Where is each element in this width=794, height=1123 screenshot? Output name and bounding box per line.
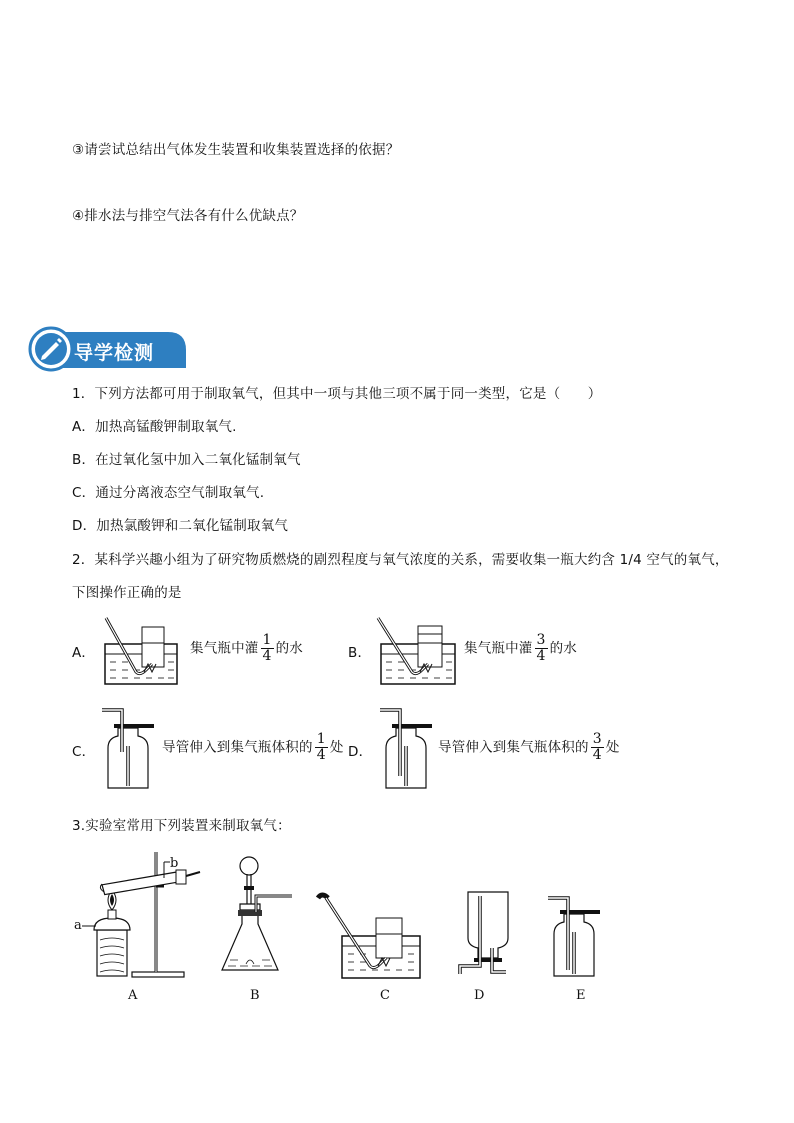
q2-stem-line1: 2．某科学兴趣小组为了研究物质燃烧的剧烈程度与氧气浓度的关系，需要收集一瓶大约含 1/4 空气的氧气， (72, 552, 729, 568)
apparatus-b-label: B (250, 988, 260, 1003)
q2-option-b-caption (464, 633, 577, 664)
option-a-denominator: 4 (262, 648, 272, 664)
question-4-text: ④排水法与排空气法各有什么优缺点？ (72, 208, 304, 224)
q2-option-c-letter: C． (72, 744, 96, 760)
q2-option-d-letter: D． (348, 744, 373, 760)
option-b-water-trough-diagram (374, 614, 460, 688)
apparatus-a-heating-diagram (72, 848, 202, 980)
option-b-denominator: 4 (536, 648, 546, 664)
apparatus-d-label: D (474, 988, 485, 1003)
option-c-denominator: 4 (316, 747, 326, 763)
option-c-fraction (315, 732, 328, 763)
option-b-prefix: 集气瓶中灌 (464, 640, 533, 657)
q1-option-a: A．加热高锰酸钾制取氧气. (72, 419, 237, 435)
q1-option-b: B．在过氧化氢中加入二氧化锰制氧气 (72, 452, 301, 468)
q2-option-c-caption (162, 732, 344, 763)
label-a: a (74, 918, 82, 933)
option-a-suffix: 的水 (275, 640, 304, 657)
apparatus-b-flask-diagram (216, 852, 294, 978)
apparatus-e-label: E (576, 988, 586, 1003)
q1-option-c: C．通过分离液态空气制取氧气. (72, 485, 265, 501)
apparatus-c-label: C (380, 988, 390, 1003)
option-d-denominator: 4 (592, 747, 602, 763)
option-c-gas-bottle-diagram (100, 706, 156, 792)
option-d-numerator: 3 (592, 731, 602, 747)
q1-stem: 1．下列方法都可用于制取氧气，但其中一项与其他三项不属于同一类型，它是（ ） (72, 386, 602, 402)
q2-stem-line2: 下图操作正确的是 (72, 585, 182, 601)
q3-stem: 3.实验室常用下列装置来制取氧气： (72, 818, 291, 834)
q2-option-a-caption (190, 633, 303, 664)
option-d-fraction (591, 732, 604, 763)
option-d-prefix: 导管伸入到集气瓶体积的 (438, 739, 589, 756)
q1-option-d: D．加热氯酸钾和二氧化锰制取氧气 (72, 518, 289, 534)
option-b-fraction (535, 633, 548, 664)
option-a-fraction (261, 633, 274, 664)
q2-option-a-letter: A． (72, 645, 96, 661)
option-c-prefix: 导管伸入到集气瓶体积的 (162, 739, 313, 756)
option-a-water-trough-diagram (100, 614, 182, 688)
option-b-numerator: 3 (536, 632, 546, 648)
section-title: 导学检测 (74, 342, 155, 364)
apparatus-e-gas-bottle-diagram (546, 892, 602, 980)
apparatus-c-water-trough-diagram (312, 890, 424, 980)
apparatus-d-downward-bottle-diagram (456, 888, 512, 980)
q2-option-b-letter: B． (348, 645, 372, 661)
option-b-suffix: 的水 (549, 640, 578, 657)
option-a-prefix: 集气瓶中灌 (190, 640, 259, 657)
apparatus-a-label: A (128, 988, 138, 1003)
question-3-text: ③请尝试总结出气体发生装置和收集装置选择的依据？ (72, 142, 400, 158)
option-d-gas-bottle-diagram (378, 706, 434, 792)
option-c-numerator: 1 (316, 731, 326, 747)
q2-option-d-caption (438, 732, 620, 763)
option-a-numerator: 1 (262, 632, 272, 648)
option-d-suffix: 处 (605, 739, 620, 756)
label-b: b (170, 856, 179, 871)
option-c-suffix: 处 (329, 739, 344, 756)
